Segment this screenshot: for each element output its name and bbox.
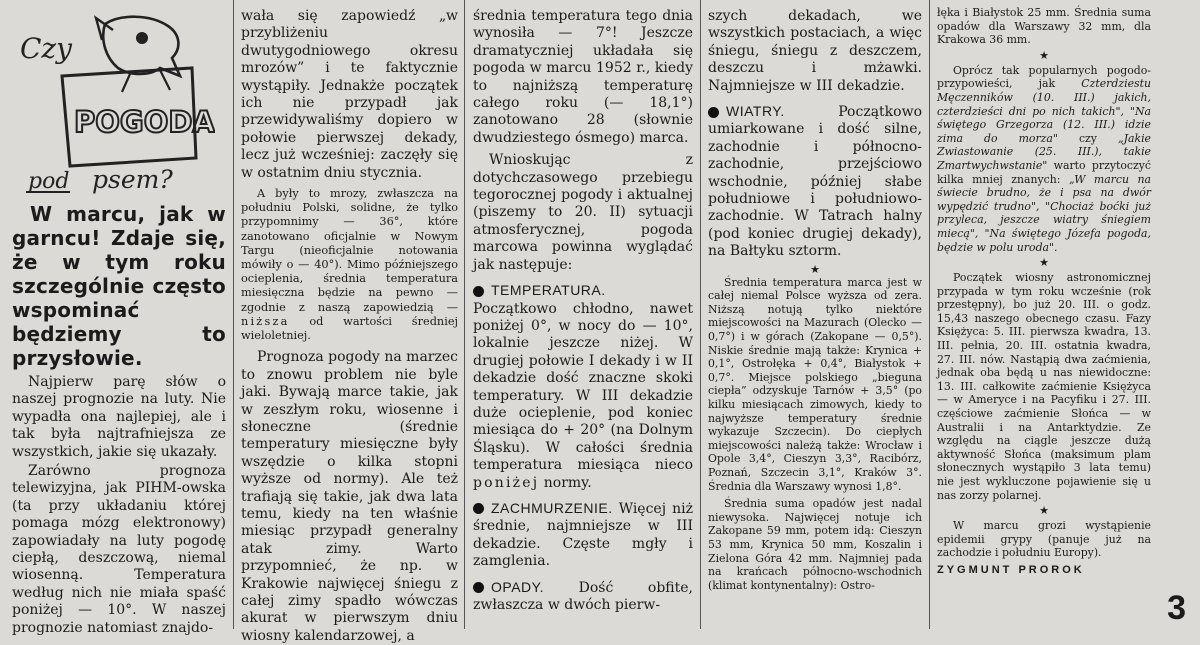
author-signature: ZYGMUNT PROROK (937, 563, 1085, 576)
star-separator-icon: ★ (1039, 504, 1049, 518)
proverbs-paragraph (937, 64, 1151, 254)
paragraph: Prognoza pogody na marzec to znowu problem nie byle jaki. Bywają marce takie, jak w zeszłym roku, wiosenne i słoneczne (średnie temperatury miesięczne były wszędzie o kilka stopni wyższe od normy). Ale też trafiają się takie, jak dwa lata temu, kiedy na ten właśnie miesiąc przypadł generalny atak zimy. Warto przypomnieć, że np. w Krakowie najwięcej śniegu z całej zimy spadło wówczas akurat w pierwszym dniu wiosny kalendarzowej, a (241, 349, 458, 644)
rain-section (473, 579, 693, 615)
paragraph-small: W marcu grozi wystąpienie epidemii grypy (panuje już na zachodzie i południu Europy). (937, 519, 1151, 560)
paragraph: Zarówno prognoza telewizyjna, jak PIHM-owska (ta przy układaniu której pomaga mózg elektronowy) zapowiadały na luty pogodę ciepłą, deszczową, niemal wiosenną. Temperatura według nich nie miała spaść poniżej — 10°. W naszej prognozie natomiast znajdo- (12, 463, 226, 636)
emphasis-spaced: poniżej (473, 474, 540, 491)
section-label: OPADY. (491, 578, 545, 595)
proverb: Czterdziestu Męczenników (10. III.) jakich, czterdzieści dni po nich takich", "Na świętego Grzegorza (12. III.) idzie zima do morza" (937, 77, 1151, 145)
bullet-icon (473, 582, 484, 593)
section-text: Początkowo chłodno, nawet poniżej 0°, w nocy do — 10°, lokalnie jeszcze niżej. W drugiej połowie I dekady i w II dekadzie dość znaczne skoki temperatury. W III dekadzie duże ocieplenie, pod koniec miesiąca do + 20° (na Dolnym Śląsku). W całości średnia temperatura miesiąca nieco (473, 300, 693, 474)
paragraph-part: warto przytoczyć kilka mniej znanych: (937, 158, 1151, 186)
paragraph: średnia temperatura tego dnia wynosiła — 7°! Jeszcze dramatyczniej układała się pogoda w marcu 1952 r., kiedy to najniższą temperaturę całego roku (— 18,1°) zanotowano 28 (słownie dwudziestego ósmego) marca. (473, 8, 693, 146)
paragraph-small: łęka i Białystok 25 mm. Średnia suma opadów dla Warszawy 32 mm, dla Krakowa 36 mm. (937, 6, 1151, 47)
paragraph-part: Oprócz tak popularnych pogodo-przypowieści, jak (937, 63, 1151, 91)
proverb: „W marcu na świecie brudno, że i psa na dwór wypędzić trudno", "Chociaż boćki już przyleca, jeszcze wiatry śniegiem miecą", "Na świętego Józefa pogoda, będzie w polu uroda". (937, 172, 1151, 254)
logo-word-top: Czy (20, 32, 72, 65)
section-label: ZACHMURZENIE. (491, 499, 613, 516)
headline: W marcu, jak w garncu! Zdaje się, że w tym roku szczególnie często wspominać będziemy to przysłowie. (12, 202, 226, 370)
section-text: Więcej niż średnie, najmniejsze w III dekadzie. Częste mgły i zamglenia. (473, 500, 693, 570)
bullet-icon (473, 503, 484, 514)
pogoda-pod-psem-logo (10, 10, 215, 195)
column-2 (241, 8, 458, 645)
logo-word-pod: pod (28, 169, 70, 194)
column-rule (929, 0, 930, 629)
wind-section (708, 103, 922, 261)
cloud-section (473, 500, 693, 571)
section-text: Dość obfite, zwłaszcza w dwóch pierw- (473, 579, 694, 613)
paragraph: szych dekadach, we wszystkich postaciach, a więc śniegu, śniegu z deszczem, deszczu i mżawki. Najmniejsze w III dekadzie. (708, 8, 922, 94)
column-5 (937, 6, 1151, 577)
column-4 (708, 8, 922, 592)
column-rule (700, 0, 701, 629)
paragraph-small: Początek wiosny astronomicznej przypada w tym roku wcześnie (rok przestępny), bo już 20. III. o godz. 15,43 naszego obecnego czasu. Fazy Księżyca: 5. III. pierwsza kwadra, 13. III. pełnia, 20. III. ostatnia kwadra, 27. III. nów. Nastąpią dwa zaćmienia, jednak oba będą u nas niewidoczne: 13. III. całkowite zaćmienie Księżyca — w Ameryce i na Pacyfiku i 27. III. częściowe zaćmienie Słońca — w Australii i na Antarktydzie. Ze względu na ciągle jeszcze dużą aktywność Słońca (maksimum plam słonecznych wystąpiło 3 lata temu) nie jest wykluczone pojawienie się u nas zorzy polarnej. (937, 271, 1151, 502)
section-text: Początkowo umiarkowane i dość silne, zachodnie i północno-zachodnie, przejściowo wschodnie, później słabe południowe i południowo-zachodnie. W Tatrach halny (pod koniec drugiej dekady), na Bałtyku sztorm. (708, 104, 922, 260)
logo-word-psem: psem? (92, 165, 173, 194)
star-separator-icon: ★ (1039, 256, 1049, 270)
paragraph: wała się zapowiedź „w przybliżeniu dwutygodniowego okresu mrozów” i te faktycznie wystąpiły. Jednakże początek ich nie przypadł jak przewidywaliśmy dopiero w połowie pierwszej dekady, lecz już wcześniej: zaczęły się w ostatnim dniu stycznia. (241, 8, 458, 181)
column-3 (473, 8, 693, 614)
paragraph-part: od wartości średniej wieloletniej. (241, 314, 459, 343)
emphasis-spaced: niższa (241, 314, 290, 328)
paragraph: Najpierw parę słów o naszej prognozie na luty. Nie wypadła ona najlepiej, ale i tak była najtrafniejsza ze wszystkich, jakie się ukazały. (12, 374, 226, 460)
paragraph: Wnioskując z dotychczasowego przebiegu tegorocznej pogody i aktualnej (piszemy to 20. II) sytuacji atmosferycznej, pogoda marcowa powinna wyglądać jak następuje: (473, 152, 693, 273)
temperature-section (473, 282, 693, 492)
page-number: 3 (1167, 589, 1186, 627)
column-1 (12, 202, 226, 637)
paragraph-part: czy (1078, 131, 1097, 145)
paragraph-small: Średnia suma opadów jest nadal niewysoka. Najwięcej notuje ich Zakopane 59 mm, potem idą: Cieszyn 53 mm, Krynica 50 mm, Koszalin i Zielona Góra 42 mm. Najmniej pada na krańcach północno-wschodnich (klimat kontynentalny): Ostro- (708, 497, 922, 592)
star-separator-icon: ★ (810, 262, 820, 276)
paragraph-small (241, 187, 458, 343)
bullet-icon (473, 286, 484, 297)
section-text: normy. (543, 474, 592, 491)
section-label: WIATRY. (726, 103, 785, 120)
column-rule (464, 0, 465, 629)
section-label: TEMPERATURA. (491, 282, 606, 299)
star-separator-icon: ★ (1039, 48, 1049, 62)
dog-illustration (10, 10, 215, 195)
proverb: „Jakie Zwiastowanie (25. III.), takie Zmartwychwstanie" (937, 131, 1151, 172)
logo-word-main: POGODA (74, 105, 215, 139)
bullet-icon (708, 107, 719, 118)
paragraph-part: A były to mrozy, zwłaszcza na południu Polski, solidne, że tylko przypomnimy — 36°, które zanotowano oficjalnie w Nowym Targu (nieoficjalnie notowania mówiły o — 40°). Mimo późniejszego ocieplenia, średnia temperatura miesięczna będzie na pewno — zgodnie z naszą zapowiedzią — (241, 187, 458, 314)
paragraph-small: Średnia temperatura marca jest w całej niemal Polsce wyższa od zera. Niższą notują tylko niektóre miejscowości na Mazurach (Olecko — 0,7°) i w górach (Zakopane — 0,5°). Niskie średnie mają także: Krynica + 0,1°, Ostrołęka + 0,4°, Białystok + 0,7°. Miejsce polskiego „bieguna ciepła” odzyskuje Tarnów + 3,5° (po kilku miesiącach zimowych, kiedy to najwyższe temperatury średnie wykazuje Szczecin). Do ciepłych miejscowości należą także: Wrocław i Opole 3,4°, Cieszyn 3,3°, Racibórz, Poznań, Szczecin 3,1°, Kraków 3°. Średnia dla Warszawy wynosi 1,8°. (708, 275, 922, 493)
column-rule (233, 0, 234, 629)
